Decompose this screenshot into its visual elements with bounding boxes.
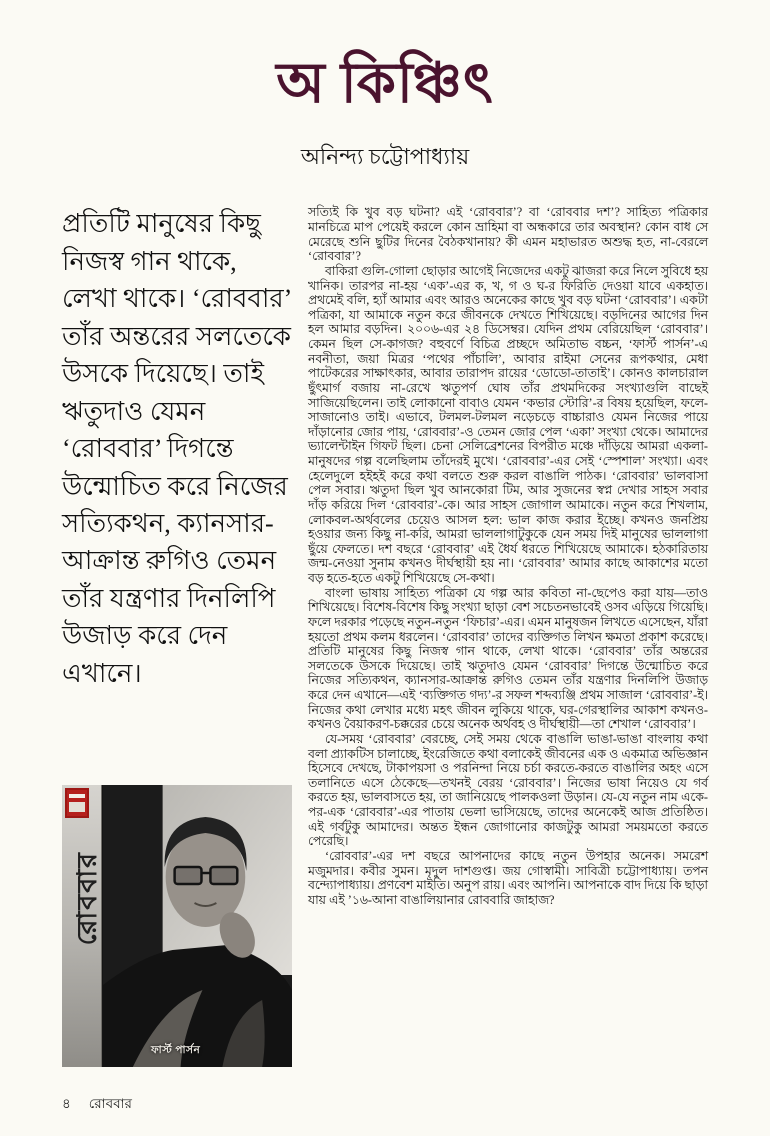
- article-paragraph: ‘রোববার’-এর দশ বছরে আপনাদের কাছে নতুন উপহার অনেক। সমরেশ মজুমদার। কবীর সুমন। মৃদুল দাশগুপ্ত। জয় গোস্বামী। সাবিত্রী চট্টোপাধ্যায়। তপন বন্দ্যোপাধ্যায়। প্রণবেশ মাইতি। অনুপ রায়। এবং আপনি। আপনাকে বাদ দিয়ে কি ছাড়া যায় এই ’১৬-আনা বাঙালিয়ানার রোববারি জাহাজ?: [308, 848, 708, 907]
- article-body: [308, 205, 708, 1071]
- page-title: অ কিঞ্চিৎ: [276, 53, 494, 115]
- masthead: [0, 0, 770, 177]
- cover-spine: [62, 785, 102, 1067]
- page-footer: [62, 1093, 132, 1116]
- cover-spine-title: রোববার: [72, 851, 102, 946]
- author-name: অনিন্দ্য চট্টোপাধ্যায়: [300, 144, 470, 170]
- article-paragraph: সত্যিই কি খুব বড় ঘটনা? এই ‘রোববার’? বা ‘রোববার দশ’? সাহিত্য পত্রিকার মানচিত্রে মাপ পেয়েই করলে কোন ভ্রাহিমা বা অন্ধকারে তার অবস্থান? কোন বাধ সে মেরেছে শুনি ছুটির দিনের বৈঠকখানায়? কী এমন মহাভারত অশুদ্ধ হত, না-বেরলে ‘রোববার’?: [308, 205, 708, 264]
- article-paragraph: যে-সময় ‘রোববার’ বেরচ্ছে, সেই সময় থেকে বাঙালি ভাঙা-ভাঙা বাংলায় কথা বলা প্র্যাকটিস চালাচ্ছে, ইংরেজিতে কথা বলাকেই জীবনের এক ও একমাত্র অভিজ্ঞান হিসেবে দেখছে, টাকাপয়সা ও পরনিন্দা নিয়ে চর্চা করতে-করতে বাঙালির অহং এসে তলানিতে এসে ঠেকেছে—তখনই বেরয় ‘রোববার’। নিজের ভাষা নিয়েও যে গর্ব করতে হয়, ভালবাসতে হয়, তা জানিয়েছে পালকওলা উড়ান। যে-যে নতুন নাম একে-পর-এক ‘রোববার’-এর পাতায় ভেলা ভাসিয়েছে, তাদের অনেকেই আজ প্রতিষ্ঠিত। এই গর্বটুকু আমাদের। অন্তত ইন্ধন জোগানোর কাজটুকু আমরা সময়মতো করতে পেরেছি।: [308, 731, 708, 849]
- article-paragraph: বাংলা ভাষায় সাহিত্য পত্রিকা যে গল্প আর কবিতা না-ছেপেও করা যায়—তাও শিখিয়েছে। বিশেষ-বিশেষ কিছু সংখ্যা ছাড়া বেশ সচেতনভাবেই ওসব এড়িয়ে গিয়েছি। ফলে দরকার পড়েছে নতুন-নতুন ‘ফিচার’-এর। এমন মানুষজন লিখতে এসেছেন, যাঁরা হয়তো প্রথম কলম ধরলেন। ‘রোববার’ তাদের ব্যক্তিগত লিখন ক্ষমতা প্রকাশ করেছে। প্রতিটি মানুষের কিছু নিজস্ব গান থাকে, লেখা থাকে। ‘রোববার’ তাঁর অন্তরের সলতেকে উসকে দিয়েছে। তাই ঋতুদাও যেমন ‘রোববার’ দিগন্তে উন্মোচিত করে নিজের সত্যিকথন, ক্যানসার-আক্রান্ত রুগিও তেমন তাঁর যন্ত্রণার দিনলিপি উজাড় করে দেন এখানে—এই ‘ব্যক্তিগত গদ্য’-র সফল শব্দব্যঞ্জি প্রথম সাজাল ‘রোববার’-ই। নিজের কথা লেখার মধ্যে মহৎ জীবন লুকিয়ে থাকে, ঘর-গেরস্থালির আকাশ কখনও-কখনও বৈয়াকরণ-চক্করের চেয়ে অনেক অর্থবহ ও দীর্ঘস্থায়ী—তা শেখাল ‘রোববার’।: [308, 585, 708, 732]
- magazine-cover-photo: [62, 785, 292, 1067]
- publisher-logo: [65, 788, 89, 818]
- portrait-photo: [103, 785, 292, 1067]
- pull-quote: প্রতিটি মানুষের কিছু নিজস্ব গান থাকে, লেখা থাকে। ‘রোববার’ তাঁর অন্তরের সলতেকে উসকে দিয়েছে। তাই ঋতুদাও যেমন ‘রোববার’ দিগন্তে উন্মোচিত করে নিজের সত্যিকথন, ক্যানসার-আক্রান্ত রুগিও তেমন তাঁর যন্ত্রণার দিনলিপি উজাড় করে দেন এখানে।: [62, 209, 292, 688]
- article-paragraph: বাকিরা গুলি-গোলা ছোড়ার আগেই নিজেদের একটু ঝাজরা করে নিলে সুবিধে হয় খানিক। তারপর না-হয় ‘এক’-এর ক, খ, গ ও ঘ-র ফিরিতি দেওয়া যাবে একহাত। প্রথমেই বলি, হ্যাঁ আমার এবং আরও অনেকের কাছে খুব বড় ঘটনা ‘রোববার’। একটা পত্রিকা, যা আমাকে নতুন করে জীবনকে দেখতে শিখিয়েছে। বড়দিনের আগের দিন হল আমার বড়দিন। ২০০৬-এর ২৪ ডিসেম্বর। যেদিন প্রথম বেরিয়েছিল ‘রোববার’। কেমন ছিল সে-কাগজ? বহুবর্ণে বিচিত্র প্রচ্ছদে অমিতাভ বচ্চন, ‘ফার্স্ট পার্সন’-এ নবনীতা, জয়া মিত্রর ‘পথের পাঁচালি’, আবার রাইমা সেনের রূপকথার, মেধা পাটেকরের সাক্ষাৎকার, আবার তারাপদ রায়ের ‘ডোডো-তাতাই’। কোনও কালচারাল ছুঁৎমার্গ বজায় না-রেখে ঋতুপর্ণ ঘোষ তাঁর প্রথমদিকের সংখ্যাগুলি বাছেই সাজিয়েছিলেন। তাই লোকানো বাবাও যেমন ‘কভার স্টোরি’-র বিষয় হয়েছিল, ফলে-সাজানোও তাই। এভাবে, টলমল-টলমল নড়েচড়ে বাচ্চারাও যেমন নিজের পায়ে দাঁড়ানোর জোর পায়, ‘রোববার’-ও তেমন জোর পেল ‘একা’ সংখ্যা থেকে। আমাদের ভ্যালেন্টাইন গিফট ছিল। চেনা সেলিব্রেশনের বিপরীত মঞ্চে দাঁড়িয়ে আমরা একলা-মানুষদের গল্প বলেছিলাম তাঁদেরই মুখে। ‘রোববার’-এর সেই ‘স্পেশাল’ সংখ্যা। এবং হেলেদুলে হইহই করে কথা বলতে শুরু করল বাঙালি পাঠক। ‘রোববার’ ভালবাসা পেল সবার। ঋতুদা ছিল খুব আনকোরা টিম, আর সুজনের স্বপ্ন দেখার সাহস সবার দাঁড় করিয়ে দিল ‘রোববার’-কে। আর সাহস জোগাল আমাকে। নতুন করে শিখলাম, লোকবল-অর্থবলের চেয়েও আসল হল: ভাল কাজ করার ইচ্ছে। কখনও জনপ্রিয় হওয়ার জন্য কিছু না-করি, আমরা ভাললাগাটুকুকে যেন সময় দিই মানুষের ভাললাগা ছুঁয়ে ফেলতে। দশ বছরে ‘রোববার’ এই ধৈর্য ধরতে শিখিয়েছে আমাকে। হঠকারিতায় জন্ম-নেওয়া সুনাম কখনও দীর্ঘস্থায়ী হয় না। ‘রোববার’ আমার কাছে আকাশের মতো বড় হতে-হতে একটু শিখিয়েছে সে-কথা।: [308, 263, 708, 586]
- footer-magazine-name: রোববার: [88, 1096, 132, 1111]
- page-content: [62, 205, 708, 1071]
- portrait-illustration: [103, 785, 292, 1067]
- photo-caption: ফার্স্ট পার্সন: [151, 1045, 201, 1057]
- left-column: [62, 205, 292, 1071]
- page-number: ৪: [62, 1096, 71, 1111]
